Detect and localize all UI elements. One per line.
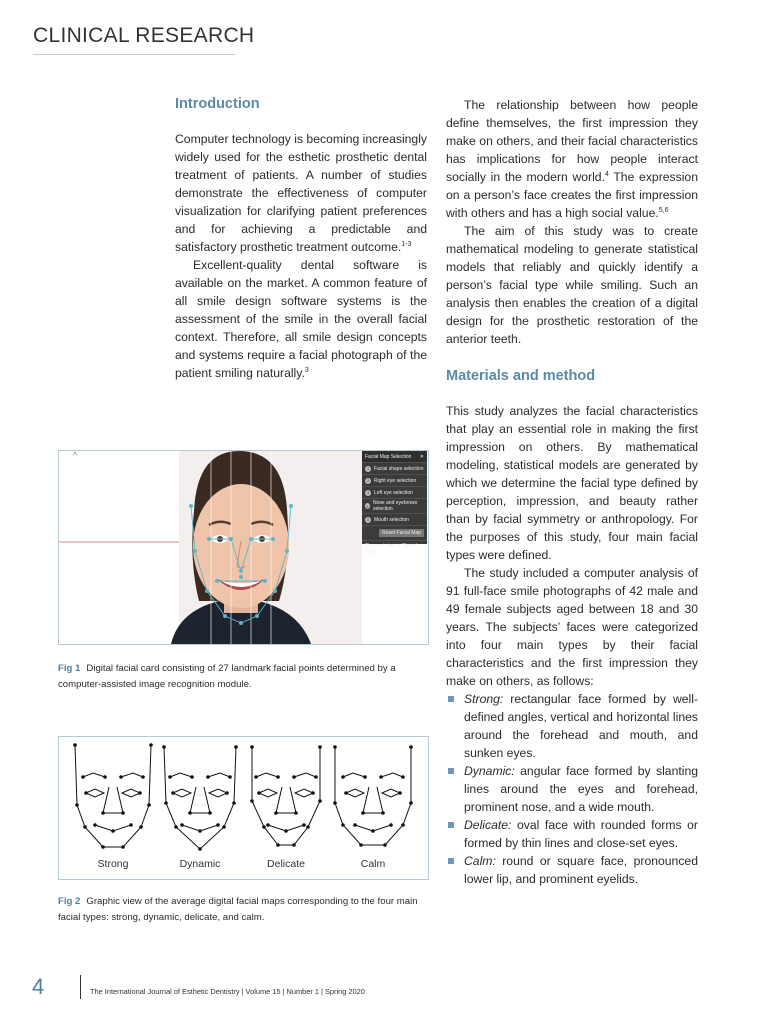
landmark-point — [341, 775, 345, 779]
step-4-icon: 4 — [366, 503, 369, 509]
landmark-point — [138, 791, 142, 795]
landmark-point — [292, 775, 296, 779]
landmark-point — [164, 801, 168, 805]
introduction-heading: Introduction — [175, 96, 260, 112]
face-label-strong: Strong — [97, 858, 129, 870]
facial-map-3 — [250, 745, 322, 847]
landmark-point — [333, 801, 337, 805]
header-rule — [33, 54, 235, 55]
landmark-point — [216, 823, 220, 827]
facial-map-4 — [333, 745, 413, 847]
facial-types-list — [446, 690, 698, 888]
running-header: CLINICAL RESEARCH — [33, 24, 255, 47]
intro-paragraph-1: Computer technology is becoming increasingly widely used for the esthetic prosthetic dental treatment of patients. A number of studies demonstrate the effectiveness of computer visualization for clarifying patient preferences and for achieving a predictable and satisfactory prosthetic treatment outcome.$^{1-3}$ — [175, 132, 428, 254]
methods-paragraph-1: This study analyzes the facial characteristics that play an essential role in making the first impression on others. By mathematical modeling, statistical models are generated by which we determine the facial type defined by perception, impression, and beauty rather than by facial symmetry or anthropology. For the purposes of this study, four main facial types were defined. — [446, 404, 698, 562]
landmark-point — [363, 775, 367, 779]
landmark-point — [101, 845, 105, 849]
list-item: Dynamic: angular face formed by slanting lines around the eyes and forehead, prominent nose, and a wide mouth. — [446, 762, 698, 816]
landmark-point — [149, 743, 153, 747]
panel-title-text: Facial Map Selection — [365, 453, 412, 460]
intro-paragraph-2: Excellent-quality dental software is available on the market. A common feature of all smile design software systems is the assessment of the smile in the overall facial context. Therefore, all smile design concepts and systems require a facial photograph of the patient smiling naturally.$^3$ — [175, 258, 427, 380]
facial-map-2 — [162, 745, 238, 851]
facial-map-1 — [73, 743, 153, 849]
landmark-point — [141, 775, 145, 779]
figure-1-image — [58, 450, 429, 645]
landmark-point — [266, 823, 270, 827]
landmark-point — [198, 847, 202, 851]
face-label-delicate: Delicate — [267, 858, 305, 870]
landmark-point — [129, 823, 133, 827]
panel-item[interactable] — [362, 487, 427, 499]
landmark-point — [276, 775, 280, 779]
figure-1-caption — [58, 661, 428, 692]
landmark-point — [284, 829, 288, 833]
landmark-point — [222, 825, 226, 829]
landmark-point — [168, 775, 172, 779]
landmark-point — [190, 775, 194, 779]
landmark-point — [121, 811, 125, 815]
landmark-point — [73, 743, 77, 747]
landmark-point — [188, 811, 192, 815]
journal-citation: The International Journal of Esthetic Dentistry | Volume 15 | Number 1 | Spring 2020 — [90, 987, 365, 996]
figure-label: Fig 1 — [58, 663, 81, 674]
column-left — [175, 96, 427, 382]
landmark-point — [314, 775, 318, 779]
panel-item[interactable] — [362, 475, 427, 487]
landmark-point — [162, 745, 166, 749]
landmark-point — [409, 745, 413, 749]
panel-item[interactable] — [362, 514, 427, 526]
methods-heading: Materials and method — [446, 368, 596, 384]
bullet-square-icon — [448, 768, 454, 774]
landmark-point — [75, 803, 79, 807]
step-5-icon: 5 — [366, 517, 370, 522]
landmark-point — [361, 811, 365, 815]
landmark-point — [232, 801, 236, 805]
landmark-point — [234, 745, 238, 749]
landmark-point — [171, 791, 175, 795]
landmark-point — [292, 843, 296, 847]
landmark-point — [262, 825, 266, 829]
face-label-calm: Calm — [360, 858, 386, 870]
landmark-point — [121, 845, 125, 849]
landmark-point — [101, 811, 105, 815]
landmark-point — [294, 811, 298, 815]
bullet-square-icon — [448, 858, 454, 864]
facial-map-selection-panel — [362, 451, 427, 555]
landmark-point — [389, 823, 393, 827]
panel-item[interactable] — [362, 463, 427, 475]
landmark-point — [83, 825, 87, 829]
landmark-point — [139, 825, 143, 829]
landmark-point — [311, 791, 315, 795]
panel-item-label: Nose and eyebrows selection — [372, 500, 418, 512]
panel-item-label: Right eye selection — [374, 477, 417, 484]
landmark-point — [198, 829, 202, 833]
landmark-point — [379, 775, 383, 779]
caption-text: Digital facial card consisting of 27 landmark facial points determined by a computer-assisted image recognition module. — [58, 663, 396, 690]
list-item: Strong: rectangular face formed by well-defined angles, vertical and horizontal lines around the forehead and mouth, and sunken eyes. — [446, 690, 698, 762]
landmark-point — [381, 811, 385, 815]
col2-paragraph-2: The aim of this study was to create mathematical modeling to generate statistical models that reliably and quickly identify a person’s facial type while smiling. Such an analysis then enables the creation of a digital design for the prosthetic restoration of the anterior teeth. — [446, 224, 698, 346]
landmark-point — [371, 829, 375, 833]
landmark-point — [81, 775, 85, 779]
landmark-point — [84, 791, 88, 795]
panel-title — [362, 451, 427, 463]
bullet-square-icon — [448, 822, 454, 828]
landmark-point — [344, 791, 348, 795]
landmark-point — [208, 811, 212, 815]
landmark-point — [93, 823, 97, 827]
bullet-square-icon — [448, 696, 454, 702]
landmark-point — [228, 775, 232, 779]
panel-item[interactable] — [362, 499, 427, 514]
page-number: 4 — [32, 974, 45, 999]
landmark-point — [180, 823, 184, 827]
methods-paragraph-2: The study included a computer analysis of 91 full-face smile photographs of 42 male and 49 female subjects aged between 18 and 30 years. The subjects’ faces were categorized into four main types by their facial characteristics and the first impression they make on others, as follows: — [446, 566, 698, 688]
landmark-point — [409, 801, 413, 805]
figure-2-caption — [58, 894, 428, 925]
ref-superscript: 3 — [304, 366, 309, 374]
landmark-point — [225, 791, 229, 795]
landmark-point — [341, 823, 345, 827]
reset-facial-map-button[interactable]: Reset Facial Map — [379, 529, 424, 537]
landmark-point — [401, 823, 405, 827]
panel-item-label: Facial shape selection — [374, 465, 424, 472]
landmark-point — [383, 843, 387, 847]
footer-divider — [80, 975, 81, 999]
landmark-point — [353, 823, 357, 827]
landmark-point — [306, 825, 310, 829]
figure-label: Fig 2 — [58, 896, 81, 907]
panel-footer-text: The next step is "Facial type" — [362, 540, 427, 557]
landmark-point — [401, 775, 405, 779]
panel-item-label: Left eye selection — [374, 489, 413, 496]
landmark-point — [119, 775, 123, 779]
panel-item-label: Mouth selection — [374, 516, 410, 523]
landmark-point — [257, 791, 261, 795]
step-2-icon: 2 — [366, 478, 370, 483]
landmark-point — [250, 799, 254, 803]
landmark-point — [174, 825, 178, 829]
ref-superscript: 5,6 — [658, 206, 669, 214]
close-icon[interactable]: ✕ — [419, 453, 424, 460]
caption-text: Graphic view of the average digital facial maps corresponding to the four main facial types: strong, dynamic, delicate, and calm. — [58, 896, 418, 923]
step-1-icon: 1 — [366, 466, 370, 471]
list-item: Calm: round or square face, pronounced lower lip, and prominent eyelids. — [446, 852, 698, 888]
landmark-point — [318, 745, 322, 749]
landmark-point — [103, 775, 107, 779]
landmark-point — [250, 745, 254, 749]
list-item: Delicate: oval face with rounded forms or formed by thin lines and close-set eyes. — [446, 816, 698, 852]
figure-2-image — [58, 736, 429, 880]
column-right — [446, 96, 698, 888]
landmark-point — [111, 829, 115, 833]
landmark-point — [333, 745, 337, 749]
landmark-point — [276, 843, 280, 847]
landmark-point — [398, 791, 402, 795]
col2-paragraph-1: The relationship between how people define themselves, the first impression they make on others, and their facial characteristics has implications for how people interact socially in the modern world.$^4$ The expression on a person’s face creates the first impression with others and has a high social value.$^{5,6}$ — [446, 98, 698, 220]
landmark-point — [274, 811, 278, 815]
ref-superscript: 4 — [604, 170, 609, 178]
ref-superscript: 1-3 — [401, 240, 412, 248]
landmark-point — [318, 799, 322, 803]
step-3-icon: 3 — [366, 490, 370, 495]
face-label-dynamic: Dynamic — [179, 858, 221, 870]
landmark-point — [254, 775, 258, 779]
landmark-point — [206, 775, 210, 779]
landmark-point — [359, 843, 363, 847]
landmark-point — [147, 803, 151, 807]
landmark-point — [302, 823, 306, 827]
